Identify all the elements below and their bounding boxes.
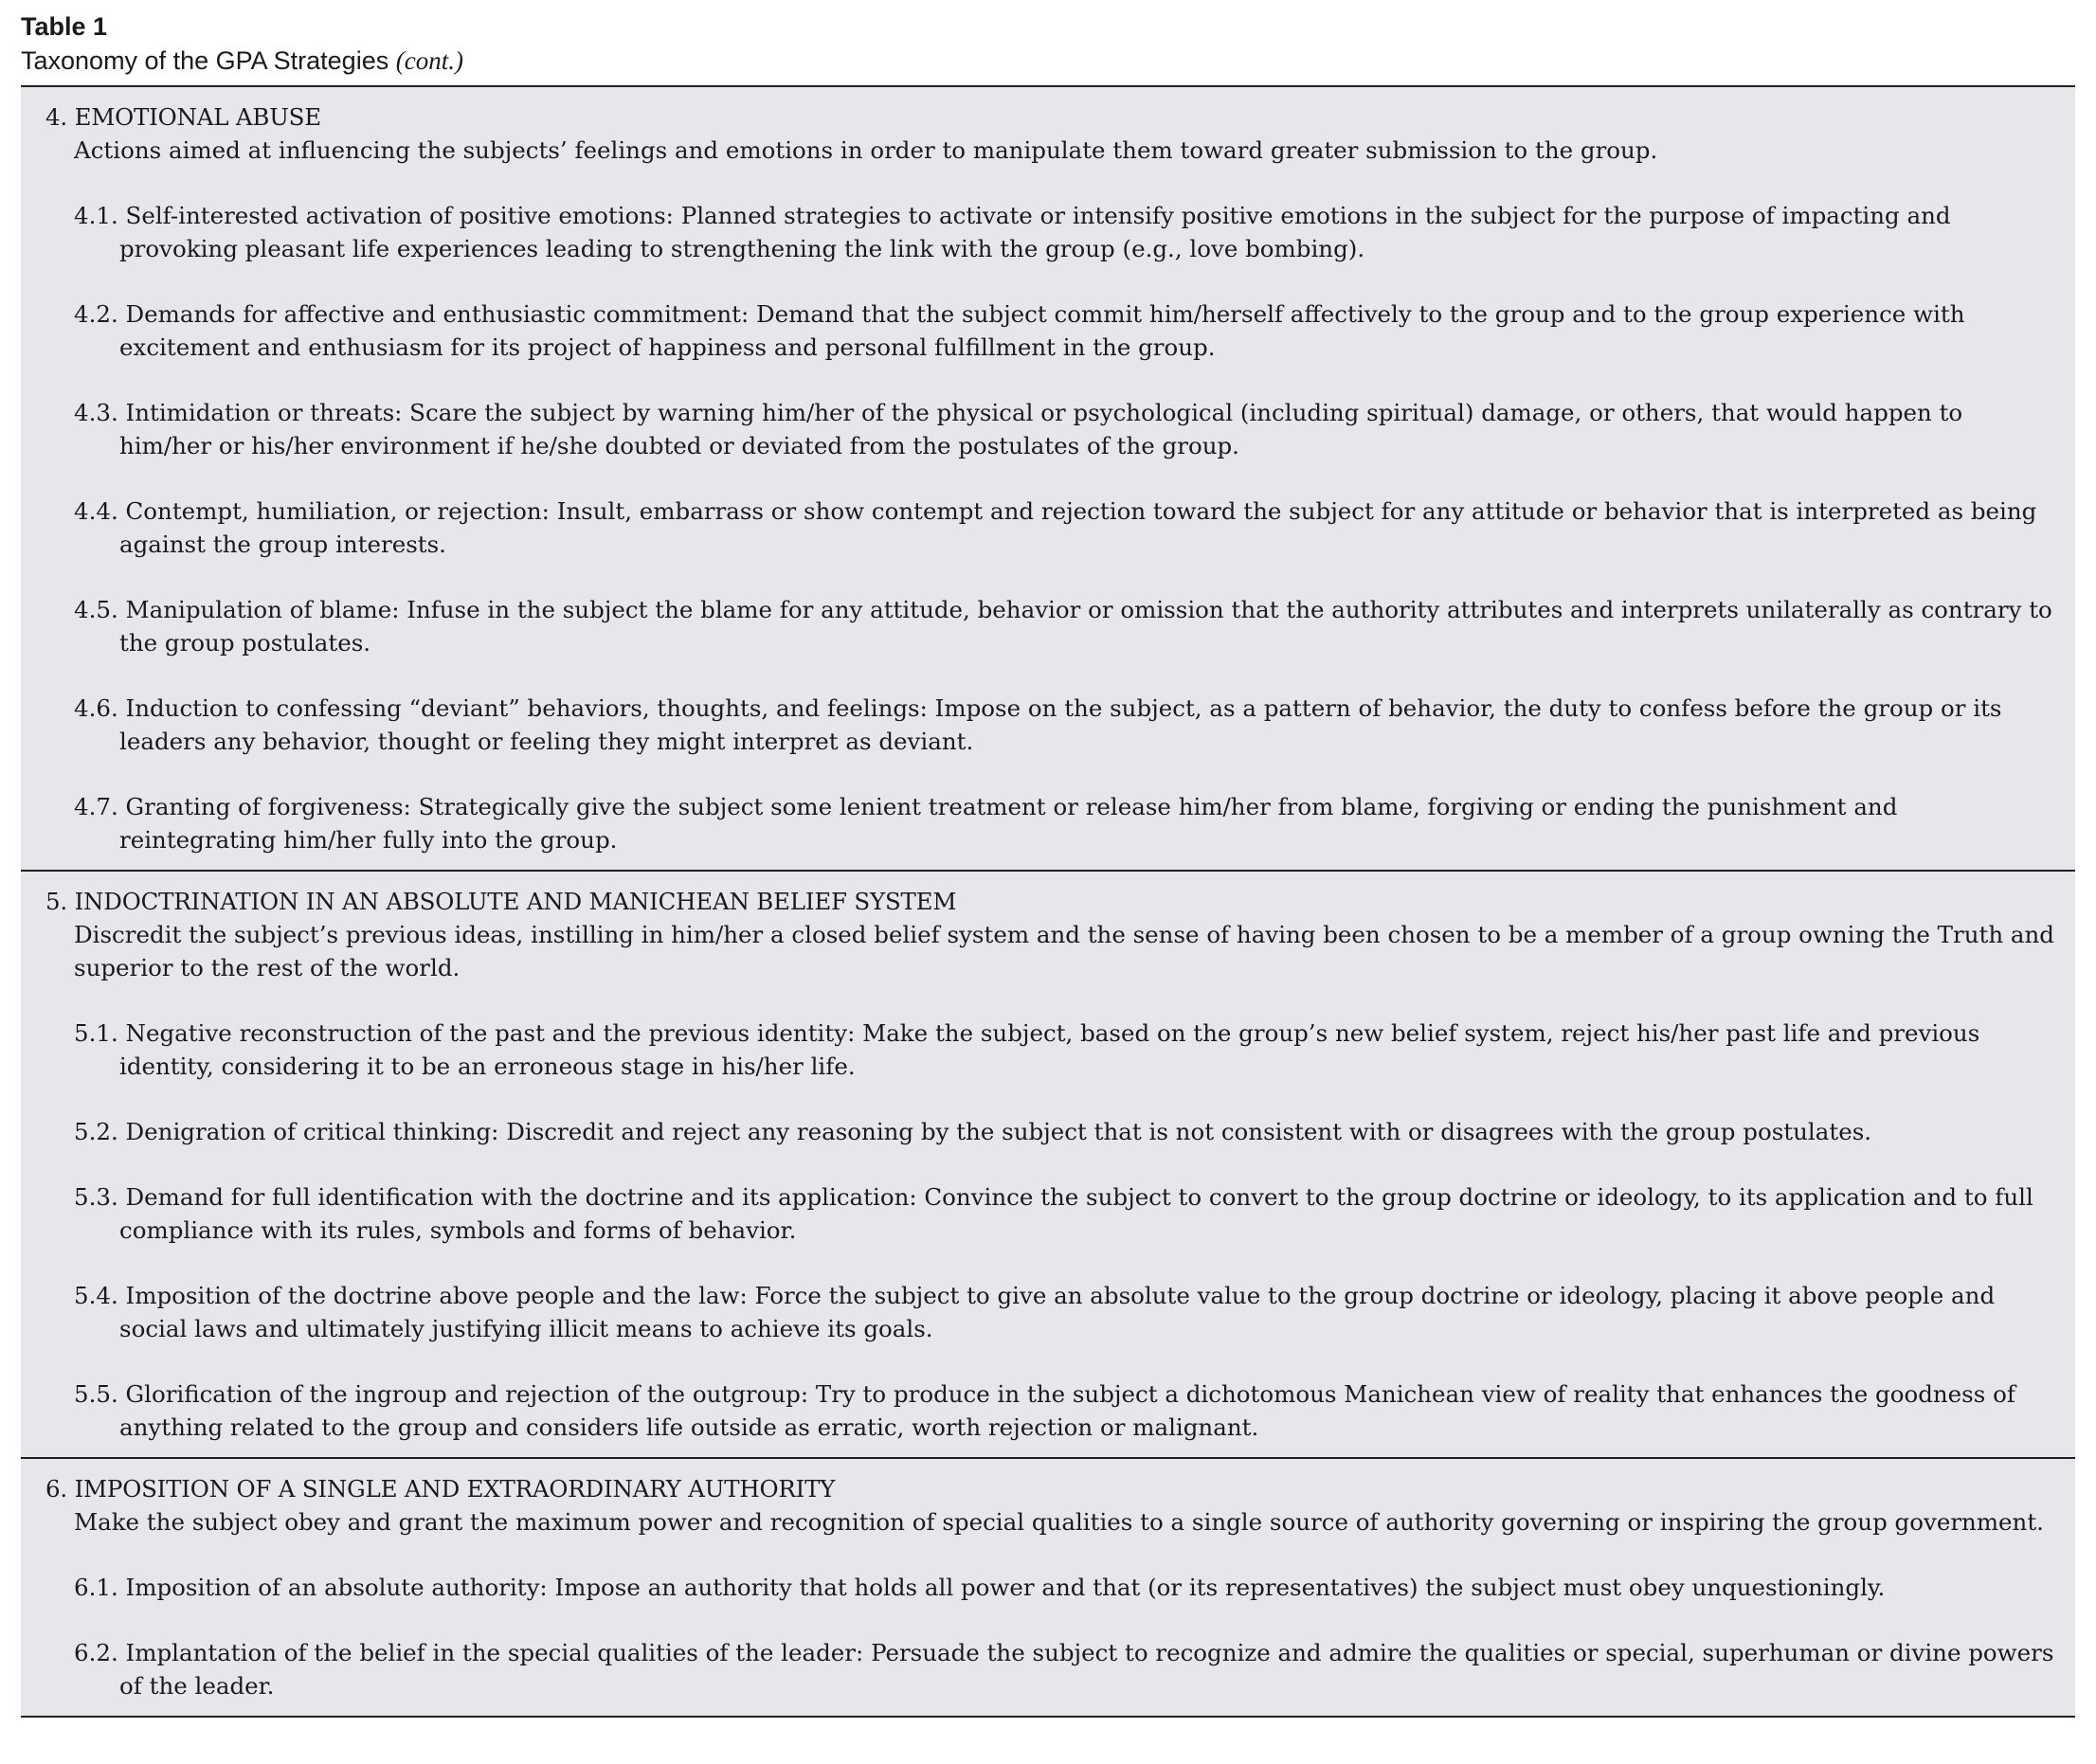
section-authority xyxy=(21,1457,2075,1716)
section-description: Make the subject obey and grant the maximum power and recognition of special qualities to a single source of authority governing or inspiring the group government. xyxy=(74,1508,2044,1536)
strategy-item-6-1: 6.1. Imposition of an absolute authority: Impose an authority that holds all power and that (or its representatives) the subject must obey unquestioningly. xyxy=(74,1574,1886,1601)
strategy-item-5-4: 5.4. Imposition of the doctrine above people and the law: Force the subject to give an absolute value to the group doctrine or ideology, placing it above people and social laws and ultimately justifying illicit means to achieve its goals. xyxy=(74,1282,1996,1342)
strategy-item-4-3: 4.3. Intimidation or threats: Scare the subject by warning him/her of the physical or psychological (including spiritual) damage, or others, that would happen to him/her or his/her environment if he/she doubted or deviated from the postulates of the group. xyxy=(74,399,1963,459)
strategy-item-4-2: 4.2. Demands for affective and enthusiastic commitment: Demand that the subject commit him/herself affectively to the group and to the group experience with excitement and enthusiasm for its project of happiness and personal fulfillment in the group. xyxy=(74,300,1965,361)
section-emotional-abuse xyxy=(21,87,2075,870)
strategy-item-5-2: 5.2. Denigration of critical thinking: Discredit and reject any reasoning by the subject that is not consistent with or disagrees with the group postulates. xyxy=(74,1118,1872,1145)
strategy-item-5-1: 5.1. Negative reconstruction of the past and the previous identity: Make the subject, based on the group’s new belief system, reject his/her past life and previous identity, considering it to be an erroneous stage in his/her life. xyxy=(74,1019,1980,1080)
table-caption-cont: (cont.) xyxy=(395,46,463,75)
section-description: Discredit the subject’s previous ideas, instilling in him/her a closed belief system and the sense of having been chosen to be a member of a group owning the Truth and superior to the rest of the world. xyxy=(74,921,2054,981)
table-label: Table 1 xyxy=(21,12,108,41)
section-title: 5. INDOCTRINATION IN AN ABSOLUTE AND MANICHEAN BELIEF SYSTEM xyxy=(45,888,957,915)
table-caption xyxy=(21,44,2075,78)
strategy-item-5-5: 5.5. Glorification of the ingroup and rejection of the outgroup: Try to produce in the subject a dichotomous Manichean view of reality that enhances the goodness of anything related to the group and considers life outside as erratic, worth rejection or malignant. xyxy=(74,1380,2015,1441)
section-indoctrination xyxy=(21,870,2075,1457)
section-title: 6. IMPOSITION OF A SINGLE AND EXTRAORDINARY AUTHORITY xyxy=(45,1475,836,1503)
strategy-item-4-5: 4.5. Manipulation of blame: Infuse in the subject the blame for any attitude, behavior or omission that the authority attributes and interprets unilaterally as contrary to the group postulates. xyxy=(74,596,2052,657)
table-page xyxy=(21,9,2075,1718)
strategy-item-4-1: 4.1. Self-interested activation of positive emotions: Planned strategies to activate or intensify positive emotions in the subject for the purpose of impacting and provoking pleasant life experiences leading to strengthening the link with the group (e.g., love bombing). xyxy=(74,202,1951,262)
strategy-item-6-2: 6.2. Implantation of the belief in the special qualities of the leader: Persuade the subject to recognize and admire the qualities or special, superhuman or divine powers of the leader. xyxy=(74,1639,2054,1700)
section-description: Actions aimed at influencing the subjects’ feelings and emotions in order to manipulate them toward greater submission to the group. xyxy=(74,136,1658,164)
table-caption-text: Taxonomy of the GPA Strategies xyxy=(21,46,389,75)
strategy-item-4-4: 4.4. Contempt, humiliation, or rejection: Insult, embarrass or show contempt and rejection toward the subject for any attitude or behavior that is interpreted as being against the group interests. xyxy=(74,497,2037,558)
strategy-item-5-3: 5.3. Demand for full identification with the doctrine and its application: Convince the subject to convert to the group doctrine or ideology, to its application and to full compliance with its rules, symbols and forms of behavior. xyxy=(74,1183,2033,1244)
table-body xyxy=(21,85,2075,1718)
section-title: 4. EMOTIONAL ABUSE xyxy=(45,103,321,131)
strategy-item-4-6: 4.6. Induction to confessing “deviant” behaviors, thoughts, and feelings: Impose on the subject, as a pattern of behavior, the duty to confess before the group or its leaders any behavior, thought or feeling they might interpret as deviant. xyxy=(74,694,2002,755)
strategy-item-4-7: 4.7. Granting of forgiveness: Strategically give the subject some lenient treatment or release him/her from blame, forgiving or ending the punishment and reintegrating him/her fully into the group. xyxy=(74,793,1898,854)
